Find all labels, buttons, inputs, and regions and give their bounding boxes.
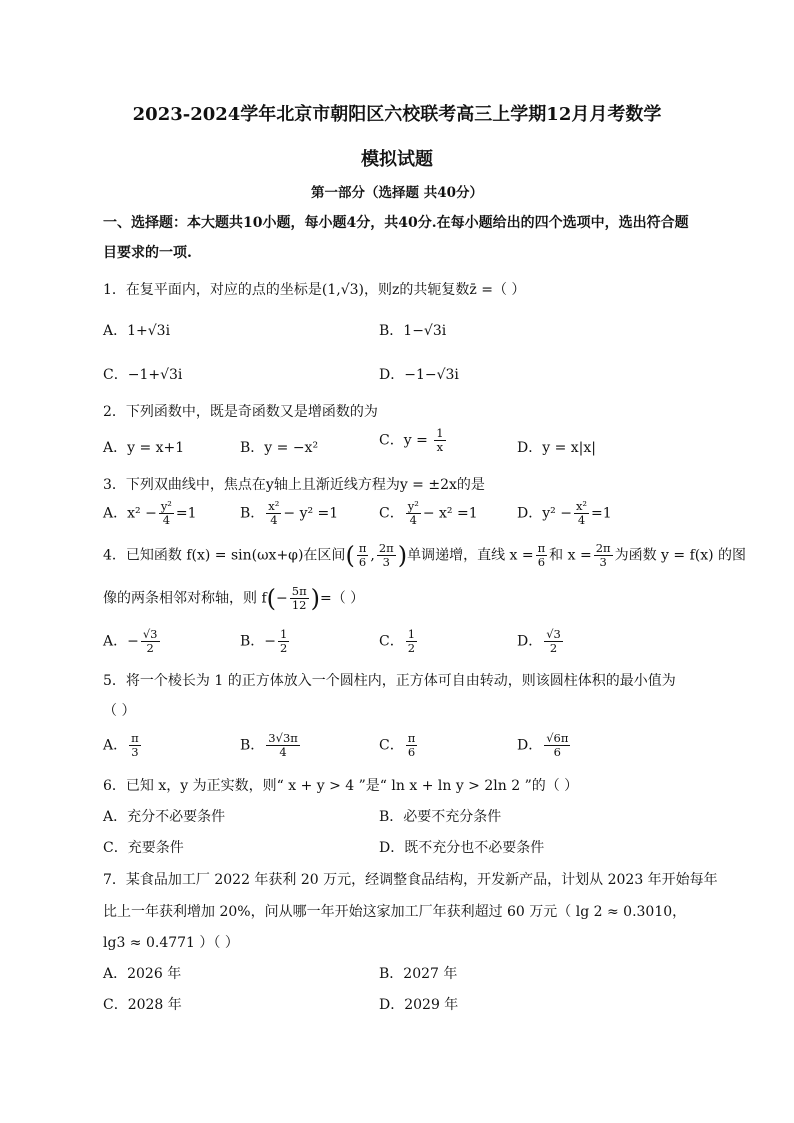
q3-b-num: x² bbox=[268, 499, 280, 513]
q3-d-num: x² bbox=[575, 499, 588, 513]
q7-stem-line2: 比上一年获利增加 20%，问从哪一年开始这家加工厂年获利超过 60 万元（ lg 2 ≈ 0.3010， bbox=[103, 904, 687, 920]
q4-arg-fraction bbox=[290, 585, 309, 612]
q2-c-num: 1 bbox=[436, 426, 444, 440]
q5-b-den: 4 bbox=[279, 745, 287, 759]
q3-d-prefix: D．y² − bbox=[517, 505, 572, 522]
q4-stem-c: 和 x = bbox=[549, 547, 592, 564]
q1-option-d: D．−1−√3i bbox=[379, 367, 459, 383]
q1-stem: 1．在复平面内，对应的点的坐标是(1,√3)，则z的共轭复数z̄ =（ ） bbox=[103, 282, 526, 298]
q4-d-prefix: D． bbox=[517, 633, 543, 650]
q5-option-c bbox=[379, 732, 419, 759]
q4-option-c bbox=[379, 628, 419, 655]
q4-interval-right bbox=[377, 542, 396, 569]
q4-c-fraction bbox=[406, 628, 417, 655]
q4-a-den: 2 bbox=[146, 641, 154, 655]
q2-option-d: D．y = x|x| bbox=[517, 440, 596, 456]
q5-d-den: 6 bbox=[553, 745, 561, 759]
q3-a-num: y² bbox=[160, 499, 172, 513]
q3-b-den: 4 bbox=[270, 513, 278, 527]
q3-b-prefix: B． bbox=[240, 505, 265, 522]
q1-option-c: C．−1+√3i bbox=[103, 367, 183, 383]
q5-c-prefix: C． bbox=[379, 737, 404, 754]
q4-a-num: √3 bbox=[142, 627, 158, 641]
q4-c-num: 1 bbox=[407, 627, 416, 641]
q4-b-den: 2 bbox=[280, 641, 288, 655]
q3-b-fraction bbox=[266, 500, 281, 527]
exam-title-line1: 2023-2024学年北京市朝阳区六校联考高三上学期12月月考数学 bbox=[132, 104, 662, 125]
q5-d-num: √6π bbox=[546, 731, 569, 745]
section-header: 第一部分（选择题 共40分） bbox=[311, 185, 483, 201]
q3-a-suffix: =1 bbox=[175, 505, 197, 522]
q3-b-suffix: − y² =1 bbox=[283, 505, 339, 522]
q4-int-n1: π bbox=[358, 541, 367, 555]
instructions-line2: 目要求的一项. bbox=[103, 245, 192, 261]
q3-option-d bbox=[517, 500, 612, 527]
q4-a-fraction bbox=[141, 628, 160, 655]
q4-c-den: 2 bbox=[407, 641, 416, 655]
q5-c-den: 6 bbox=[407, 745, 416, 759]
q4-b-fraction bbox=[278, 628, 289, 655]
q5-stem-line1: 5．将一个棱长为 1 的正方体放入一个圆柱内，正方体可自由转动，则该圆柱体积的最小值为 bbox=[103, 673, 676, 689]
q4-x2-num: 2π bbox=[595, 541, 611, 555]
q5-c-fraction bbox=[406, 732, 418, 759]
q4-arg-den: 12 bbox=[291, 598, 307, 612]
q2-option-a: A．y = x+1 bbox=[103, 440, 185, 456]
q2-c-den: x bbox=[436, 440, 444, 454]
q1-option-b: B．1−√3i bbox=[379, 323, 447, 339]
q2-c-fraction bbox=[434, 427, 445, 454]
q4-b-num: 1 bbox=[280, 627, 288, 641]
q4-d-num: √3 bbox=[546, 627, 561, 641]
q4-b-prefix: B．− bbox=[240, 633, 277, 650]
q4-c-prefix: C． bbox=[379, 633, 404, 650]
q4-open-paren: ( bbox=[345, 541, 355, 570]
q5-d-fraction bbox=[544, 732, 570, 759]
q2-c-prefix: C．y = bbox=[379, 432, 428, 449]
q7-stem-line1: 7．某食品加工厂 2022 年获利 20 万元，经调整食品结构，开发新产品，计划从 2023 年开始每年 bbox=[103, 872, 718, 888]
q4-d-fraction bbox=[544, 628, 563, 655]
q4-a-prefix: A．− bbox=[103, 633, 139, 650]
instructions-line1: 一、选择题：本大题共10小题，每小题4分，共40分.在每小题给出的四个选项中，选出符合题 bbox=[103, 215, 689, 231]
q4-interval-left bbox=[357, 542, 369, 569]
q4-int-d1: 6 bbox=[358, 555, 367, 569]
q3-c-prefix: C． bbox=[379, 505, 404, 522]
q4-int-n2: 2π bbox=[378, 541, 394, 555]
q4-stem-d: 为函数 y = f(x) 的图 bbox=[614, 547, 747, 564]
q4-arg-close-paren: ) bbox=[310, 584, 320, 613]
q5-b-num: 3√3π bbox=[268, 731, 298, 745]
q5-c-num: π bbox=[407, 731, 416, 745]
q4-option-d bbox=[517, 628, 565, 655]
q4-stem2-b: =（ ） bbox=[320, 590, 365, 607]
q3-d-suffix: =1 bbox=[591, 505, 612, 522]
q2-stem: 2．下列函数中，既是奇函数又是增函数的为 bbox=[103, 404, 378, 420]
q5-b-prefix: B． bbox=[240, 737, 265, 754]
q4-int-d2: 3 bbox=[382, 555, 390, 569]
q6-option-d: D．既不充分也不必要条件 bbox=[379, 840, 545, 856]
q3-d-fraction bbox=[574, 500, 589, 527]
q6-option-a: A．充分不必要条件 bbox=[103, 809, 226, 825]
q4-arg-open-paren: ( bbox=[266, 584, 277, 613]
q6-option-c: C．充要条件 bbox=[103, 840, 184, 856]
q3-a-fraction bbox=[159, 500, 174, 527]
q7-option-a: A．2026 年 bbox=[103, 966, 182, 982]
q5-option-b bbox=[240, 732, 302, 759]
q5-option-a bbox=[103, 732, 143, 759]
q2-option-c bbox=[379, 427, 448, 454]
q3-option-b bbox=[240, 500, 338, 527]
q5-d-prefix: D． bbox=[517, 737, 543, 754]
q5-a-prefix: A． bbox=[103, 737, 128, 754]
q4-d-den: 2 bbox=[549, 641, 558, 655]
q4-x1-fraction bbox=[536, 542, 548, 569]
q3-c-fraction bbox=[406, 500, 421, 527]
q5-stem-line2: （ ） bbox=[103, 703, 136, 719]
q4-stem2-a: 像的两条相邻对称轴，则 f bbox=[103, 590, 267, 607]
q5-a-fraction bbox=[129, 732, 141, 759]
q3-a-prefix: A．x² − bbox=[103, 505, 157, 522]
q4-x1-den: 6 bbox=[537, 555, 546, 569]
q5-a-num: π bbox=[131, 731, 139, 745]
q7-option-b: B．2027 年 bbox=[379, 966, 458, 982]
exam-title-line2: 模拟试题 bbox=[361, 149, 433, 170]
q3-option-a bbox=[103, 500, 197, 527]
q7-stem-line3: lg3 ≈ 0.4771 ）（ ） bbox=[103, 935, 239, 951]
q4-stem-b: 单调递增，直线 x = bbox=[407, 547, 534, 564]
q3-d-den: 4 bbox=[577, 513, 586, 527]
q4-x2-den: 3 bbox=[599, 555, 607, 569]
q3-c-num: y² bbox=[407, 499, 419, 513]
q1-option-a: A．1+√3i bbox=[103, 323, 171, 339]
q4-option-a bbox=[103, 628, 162, 655]
q3-c-suffix: − x² =1 bbox=[422, 505, 478, 522]
q4-option-b bbox=[240, 628, 291, 655]
q4-close-paren: ) bbox=[397, 541, 408, 570]
q5-b-fraction bbox=[266, 732, 300, 759]
q4-x2-fraction bbox=[594, 542, 613, 569]
q4-stem-line1: 4．已知函数 f(x) = sin(ωx+φ)在区间( $\frac{\pi}{6}$ , $\frac{2\pi}{3}$ )单调递增，直线 x = $\frac{\pi}{6}$ 和 x = $\frac{2\pi}{3}$ 为函数 y = f(x) 的图 bbox=[103, 541, 747, 570]
q3-c-den: 4 bbox=[409, 513, 417, 527]
q4-arg-num: 5π bbox=[291, 584, 307, 598]
q5-a-den: 3 bbox=[131, 745, 139, 759]
q5-option-d bbox=[517, 732, 572, 759]
q4-stem-a: 4．已知函数 f(x) = sin(ωx+φ)在区间 bbox=[103, 547, 346, 564]
q3-option-c bbox=[379, 500, 478, 527]
q4-x1-num: π bbox=[537, 541, 546, 555]
q7-option-c: C．2028 年 bbox=[103, 997, 182, 1013]
q4-stem-line2: 像的两条相邻对称轴，则 f(− $\frac{5\pi}{12}$ )=（ ） bbox=[103, 584, 365, 613]
q3-a-den: 4 bbox=[162, 513, 171, 527]
q2-option-b: B．y = −x² bbox=[240, 440, 319, 456]
q6-option-b: B．必要不充分条件 bbox=[379, 809, 502, 825]
q6-stem: 6．已知 x，y 为正实数，则“ x + y > 4 ”是“ ln x + ln y > 2ln 2 ”的（ ） bbox=[103, 778, 579, 794]
q7-option-d: D．2029 年 bbox=[379, 997, 459, 1013]
q3-stem: 3．下列双曲线中，焦点在y轴上且渐近线方程为y = ±2x的是 bbox=[103, 477, 485, 493]
